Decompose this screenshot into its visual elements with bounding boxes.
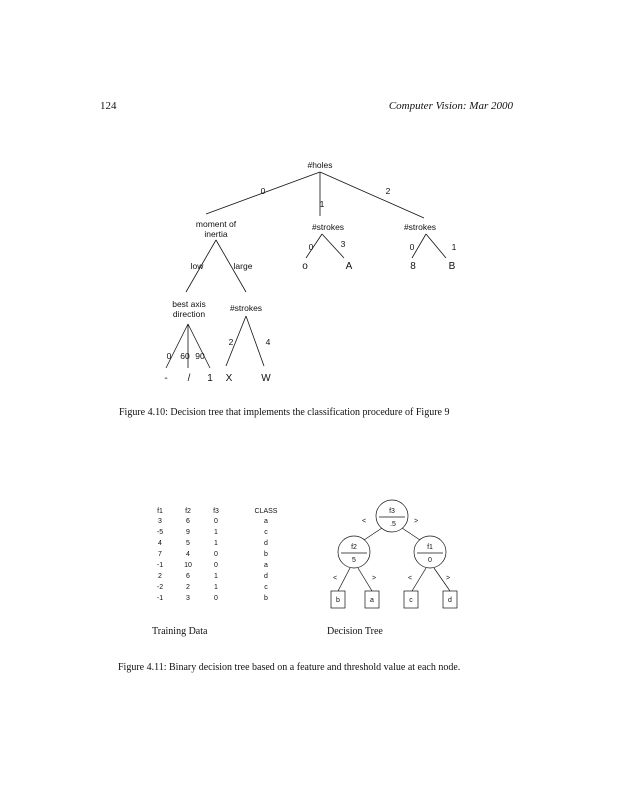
strokes-branch-2: 2	[228, 337, 234, 347]
table-cell: d	[264, 540, 268, 547]
table-cell: 1	[214, 573, 218, 580]
axis-branch-60: 60	[180, 351, 190, 361]
table-header-f2: f2	[185, 508, 191, 515]
right-threshold: 0	[428, 557, 432, 564]
table-header-f3: f3	[213, 508, 219, 515]
table-cell: 6	[186, 518, 190, 525]
edge-left-b	[338, 568, 350, 591]
right-lt: <	[407, 575, 413, 582]
right-branch-1: 1	[451, 242, 457, 252]
edge-root-right	[402, 528, 420, 540]
table-cell: 7	[158, 551, 162, 558]
edge-strokes-4	[246, 316, 264, 366]
table-cell: 0	[214, 595, 218, 602]
table-cell: c	[264, 584, 268, 591]
table-cell: a	[264, 562, 268, 569]
leaf-slash: /	[187, 373, 191, 384]
table-header-f1: f1	[157, 508, 163, 515]
figure-4-10-caption: Figure 4.10: Decision tree that implements the classification procedure of Figure 9	[119, 407, 450, 418]
table-cell: b	[264, 551, 268, 558]
edge-root-2	[320, 172, 424, 218]
root-feature: f3	[389, 508, 395, 515]
table-cell: 3	[186, 595, 190, 602]
root-gt: >	[413, 518, 419, 525]
leaf-o: o	[302, 261, 308, 272]
leaf-A: A	[345, 261, 353, 272]
page-number: 124	[100, 100, 117, 112]
branch-large: large	[233, 261, 253, 271]
table-cell: 10	[184, 562, 192, 569]
table-header-class: CLASS	[254, 508, 278, 515]
branch-0: 0	[260, 186, 266, 196]
table-cell: 4	[186, 551, 190, 558]
table-cell: 0	[214, 518, 218, 525]
edge-right-c	[412, 568, 426, 591]
best-axis-label-1: best axis	[172, 299, 206, 309]
decision-tree-label: Decision Tree	[327, 626, 383, 637]
running-title: Computer Vision: Mar 2000	[388, 100, 513, 112]
training-data-label: Training Data	[152, 626, 208, 637]
strokes-left-label: #strokes	[229, 303, 263, 313]
figure-4-11-tree	[331, 500, 457, 608]
best-axis-label-2: direction	[172, 309, 206, 319]
table-cell: a	[264, 518, 268, 525]
leaf-W: W	[261, 373, 271, 384]
table-cell: 4	[158, 540, 162, 547]
strokes-branch-4: 4	[265, 337, 271, 347]
leaf-label-a: a	[370, 597, 374, 604]
table-cell: 0	[214, 562, 218, 569]
strokes-right-label: #strokes	[403, 222, 437, 232]
table-cell: c	[264, 529, 268, 536]
table-cell: 2	[158, 573, 162, 580]
table-cell: 6	[186, 573, 190, 580]
axis-branch-90: 90	[195, 351, 205, 361]
root-threshold: .5	[390, 521, 396, 528]
edge-axis-0	[166, 324, 188, 368]
strokes-mid-label: #strokes	[311, 222, 345, 232]
leaf-8: 8	[410, 261, 416, 272]
axis-branch-0: 0	[166, 351, 172, 361]
table-cell: 9	[186, 529, 190, 536]
left-threshold: 5	[352, 557, 356, 564]
right-feature: f1	[427, 544, 433, 551]
table-cell: 1	[214, 584, 218, 591]
moment-label-1: moment of	[195, 219, 237, 229]
branch-2: 2	[385, 186, 391, 196]
branch-1: 1	[319, 199, 325, 209]
left-lt: <	[332, 575, 338, 582]
leaf-B: B	[448, 261, 456, 272]
leaf-one: 1	[207, 373, 213, 384]
edge-left-a	[358, 568, 372, 591]
table-cell: -5	[156, 529, 164, 536]
table-cell: -2	[156, 584, 164, 591]
table-cell: 3	[158, 518, 162, 525]
leaf-label-c: c	[409, 597, 413, 604]
table-cell: 2	[186, 584, 190, 591]
mid-branch-0: 0	[308, 242, 314, 252]
table-cell: 1	[214, 529, 218, 536]
root-label: #holes	[307, 160, 333, 170]
right-gt: >	[445, 575, 451, 582]
edge-right-1	[426, 234, 446, 258]
mid-branch-3: 3	[340, 239, 346, 249]
leaf-label-b: b	[336, 597, 340, 604]
edge-root-left	[364, 528, 382, 540]
left-gt: >	[371, 575, 377, 582]
leaf-dash: -	[164, 373, 168, 384]
edge-axis-90	[188, 324, 210, 368]
table-cell: 1	[214, 540, 218, 547]
figure-4-11-caption: Figure 4.11: Binary decision tree based on a feature and threshold value at each node.	[118, 662, 461, 673]
table-cell: b	[264, 595, 268, 602]
branch-low: low	[190, 261, 204, 271]
right-branch-0: 0	[409, 242, 415, 252]
table-cell: 0	[214, 551, 218, 558]
left-feature: f2	[351, 544, 357, 551]
table-cell: d	[264, 573, 268, 580]
table-cell: -1	[156, 595, 164, 602]
table-cell: 5	[186, 540, 190, 547]
leaf-label-d: d	[448, 597, 452, 604]
moment-label-2: inertia	[204, 229, 228, 239]
root-lt: <	[361, 518, 367, 525]
table-cell: -1	[156, 562, 164, 569]
leaf-X: X	[225, 373, 233, 384]
